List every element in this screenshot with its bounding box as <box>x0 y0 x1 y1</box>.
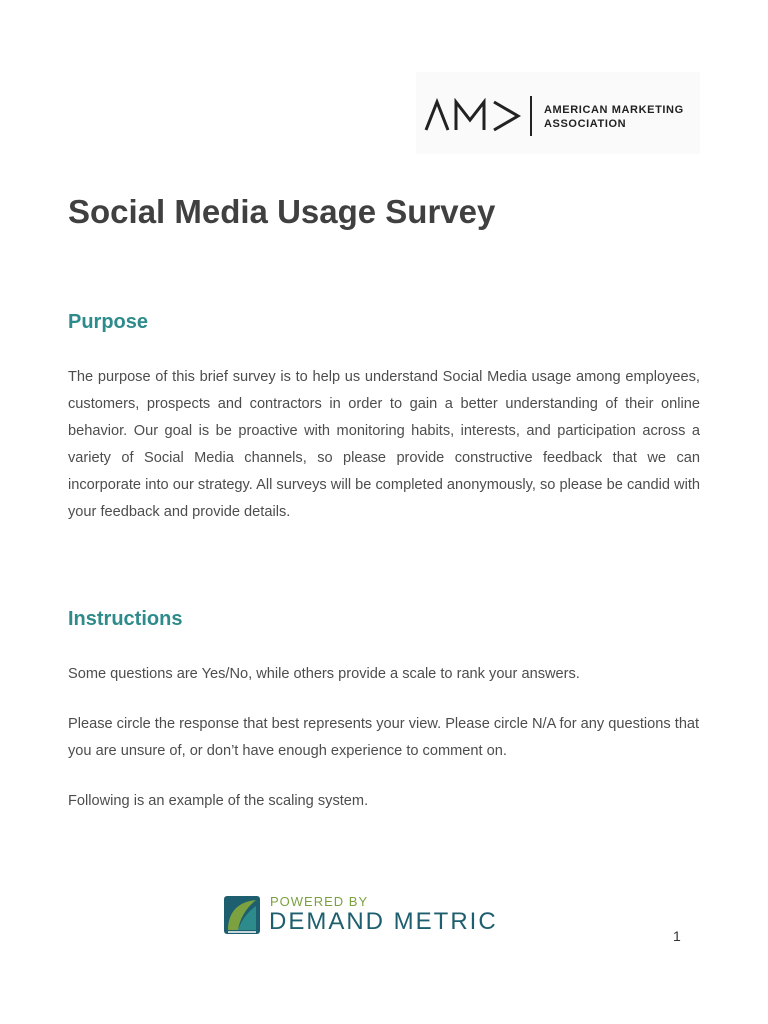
demand-metric-leaf-icon <box>224 896 260 934</box>
logo-line-1: AMERICAN MARKETING <box>544 104 684 116</box>
purpose-heading: Purpose <box>68 311 149 333</box>
logo-divider <box>530 96 532 136</box>
page-title: Social Media Usage Survey <box>68 193 496 230</box>
demand-metric-brand-text: DEMAND METRIC <box>269 908 498 935</box>
instructions-paragraph-3: Following is an example of the scaling system. <box>68 793 369 809</box>
ama-logo <box>416 72 700 154</box>
instructions-paragraph-1: Some questions are Yes/No, while others provide a scale to rank your answers. <box>68 666 580 682</box>
ama-logo-mark-icon <box>424 98 522 132</box>
instructions-heading: Instructions <box>68 608 183 630</box>
powered-by-text: POWERED BY <box>270 894 369 909</box>
instructions-paragraph-2: Please circle the response that best represents your view. Please circle N/A for any questions that you are unsure of, or don’t have enough experience to comment on. <box>68 716 700 759</box>
purpose-paragraph: The purpose of this brief survey is to help us understand Social Media usage among employees, customers, prospects and contractors in order to gain a better understanding of their online behavior. Our goal is be proactive with monitoring habits, interests, and participation across a variety of Social Media channels, so please provide constructive feedback that we can incorporate into our strategy. All surveys will be completed anonymously, so please be candid with your feedback and provide details. <box>68 369 700 520</box>
logo-text <box>544 103 694 131</box>
demand-metric-logo <box>224 894 534 940</box>
logo-line-2: ASSOCIATION <box>544 118 627 130</box>
page-number: 1 <box>673 928 681 944</box>
